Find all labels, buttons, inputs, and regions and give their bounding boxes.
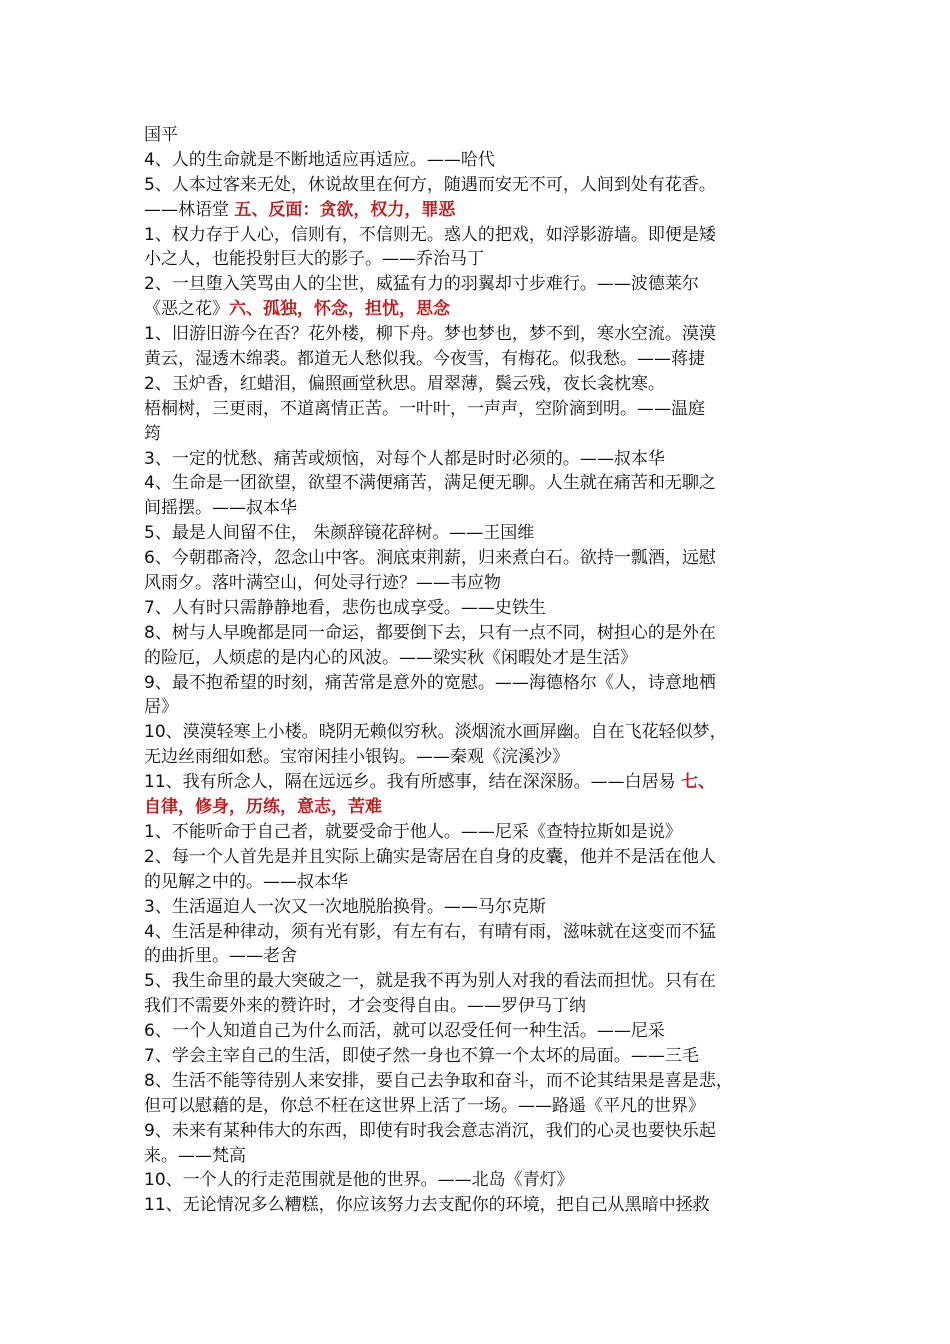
quote-author: ——林语堂	[144, 199, 235, 220]
quote-5-author-line	[144, 198, 829, 223]
text-line: 6、今朝郡斋冷，忽念山中客。涧底束荆薪，归来煮白石。欲持一瓢酒，远慰	[144, 548, 716, 569]
section-heading-5: 五、反面：贪欲，权力，罪恶	[234, 199, 456, 220]
text-line: 的险厄，人烦虑的是内心的风波。——梁实秋《闲暇处才是生活》	[144, 647, 637, 668]
text-line: 5、我生命里的最大突破之一，就是我不再为别人对我的看法而担忧。只有在	[144, 971, 716, 992]
text-line: 1、旧游旧游今在否？花外楼，柳下舟。梦也梦也，梦不到，寒水空流。漠漠	[144, 324, 716, 345]
section-6-line	[144, 297, 829, 322]
text-line: 居》	[144, 697, 178, 718]
text-line: 间摇摆。——叔本华	[144, 498, 297, 519]
text-line: 9、未来有某种伟大的东西，即使有时我会意志消沉，我们的心灵也要快乐起	[144, 1120, 716, 1141]
text-line: 7、学会主宰自己的生活，即使孑然一身也不算一个太坏的局面。——三毛	[144, 1045, 699, 1066]
text-line: 国平	[144, 125, 178, 145]
text-line: 3、生活逼迫人一次又一次地脱胎换骨。——马尔克斯	[144, 896, 546, 917]
text-line: 来。——梵高	[144, 1145, 246, 1166]
section-heading-7: 自律，修身，历练，意志，苦难	[144, 797, 382, 818]
quote-4: 4、人的生命就是不断地适应再适应。——哈代	[144, 149, 495, 170]
text-line: 7、人有时只需静静地看，悲伤也成享受。——史铁生	[144, 597, 546, 618]
text-line: 我们不需要外来的赞许时，才会变得自由。——罗伊马丁纳	[144, 996, 586, 1017]
section-heading-7-number: 七、	[681, 772, 716, 793]
text-line: 2、一旦堕入笑骂由人的尘世，威猛有力的羽翼却寸步难行。——波德莱尔	[144, 274, 699, 295]
text-line: 10、一个人的行走范围就是他的世界。——北岛《青灯》	[144, 1170, 574, 1191]
text-line: 4、生命是一团欲望，欲望不满便痛苦，满足便无聊。人生就在痛苦和无聊之	[144, 473, 716, 494]
text-line: 8、生活不能等待别人来安排，要自己去争取和奋斗，而不论其结果是喜是悲，	[144, 1070, 733, 1091]
text-line: 4、生活是种律动，须有光有影，有左有右，有晴有雨，滋味就在这变而不猛	[144, 921, 716, 942]
text-line: 的曲折里。——老舍	[144, 946, 297, 967]
quote-5: 5、人本过客来无处，休说故里在何方，随遇而安无不可，人间到处有花香。	[144, 174, 716, 195]
section-heading-6: 六、孤独，怀念，担忧，思念	[229, 299, 450, 320]
text-line: 3、一定的忧愁、痛苦或烦恼，对每个人都是时时必须的。——叔本华	[144, 448, 665, 469]
text-line: 2、玉炉香，红蜡泪，偏照画堂秋思。眉翠薄，鬓云残，夜长衾枕寒。	[144, 373, 665, 394]
section-7-line	[144, 770, 829, 795]
book-title: 《恶之花》	[144, 299, 229, 320]
text-line: 8、树与人早晚都是同一命运，都要倒下去，只有一点不同，树担心的是外在	[144, 622, 716, 643]
text-line: 但可以慰藉的是，你总不枉在这世界上活了一场。——路遥《平凡的世界》	[144, 1095, 705, 1116]
text-line: 黄云，湿透木绵裘。都道无人愁似我。今夜雪，有梅花。似我愁。——蒋捷	[144, 349, 705, 370]
quote-11: 11、我有所念人，隔在远远乡。我有所感事，结在深深肠。——白居易	[144, 772, 682, 793]
text-line: 10、漠漠轻寒上小楼。晓阴无赖似穷秋。淡烟流水画屏幽。自在飞花轻似梦，	[144, 722, 727, 743]
text-line: 风雨夕。落叶满空山，何处寻行迹？——韦应物	[144, 573, 501, 594]
text-line: 11、无论情况多么糟糕，你应该努力去支配你的环境，把自己从黑暗中拯救	[144, 1195, 710, 1216]
text-line: 2、每一个人首先是并且实际上确实是寄居在自身的皮囊，他并不是活在他人	[144, 846, 716, 867]
text-line: 梧桐树，三更雨，不道离情正苦。一叶叶，一声声，空阶滴到明。——温庭	[144, 398, 705, 419]
section-7-title-line	[144, 795, 829, 820]
document-page	[144, 123, 829, 1218]
text-line: 5、最是人间留不住， 朱颜辞镜花辞树。——王国维	[144, 523, 535, 544]
text-line: 1、权力存于人心，信则有，不信则无。惑人的把戏，如浮影游墙。即便是矮	[144, 224, 716, 245]
text-line: 小之人，也能投射巨大的影子。——乔治马丁	[144, 249, 484, 270]
text-line: 无边丝雨细如愁。宝帘闲挂小银钩。——秦观《浣溪沙》	[144, 747, 569, 768]
text-line: 9、最不抱希望的时刻，痛苦常是意外的宽慰。——海德格尔《人，诗意地栖	[144, 672, 716, 693]
text-line: 筠	[144, 423, 161, 444]
text-line: 6、一个人知道自己为什么而活，就可以忍受任何一种生活。——尼采	[144, 1021, 665, 1042]
text-line: 1、不能听命于自己者，就要受命于他人。——尼采《查特拉斯如是说》	[144, 821, 682, 842]
text-line: 的见解之中的。——叔本华	[144, 871, 348, 892]
